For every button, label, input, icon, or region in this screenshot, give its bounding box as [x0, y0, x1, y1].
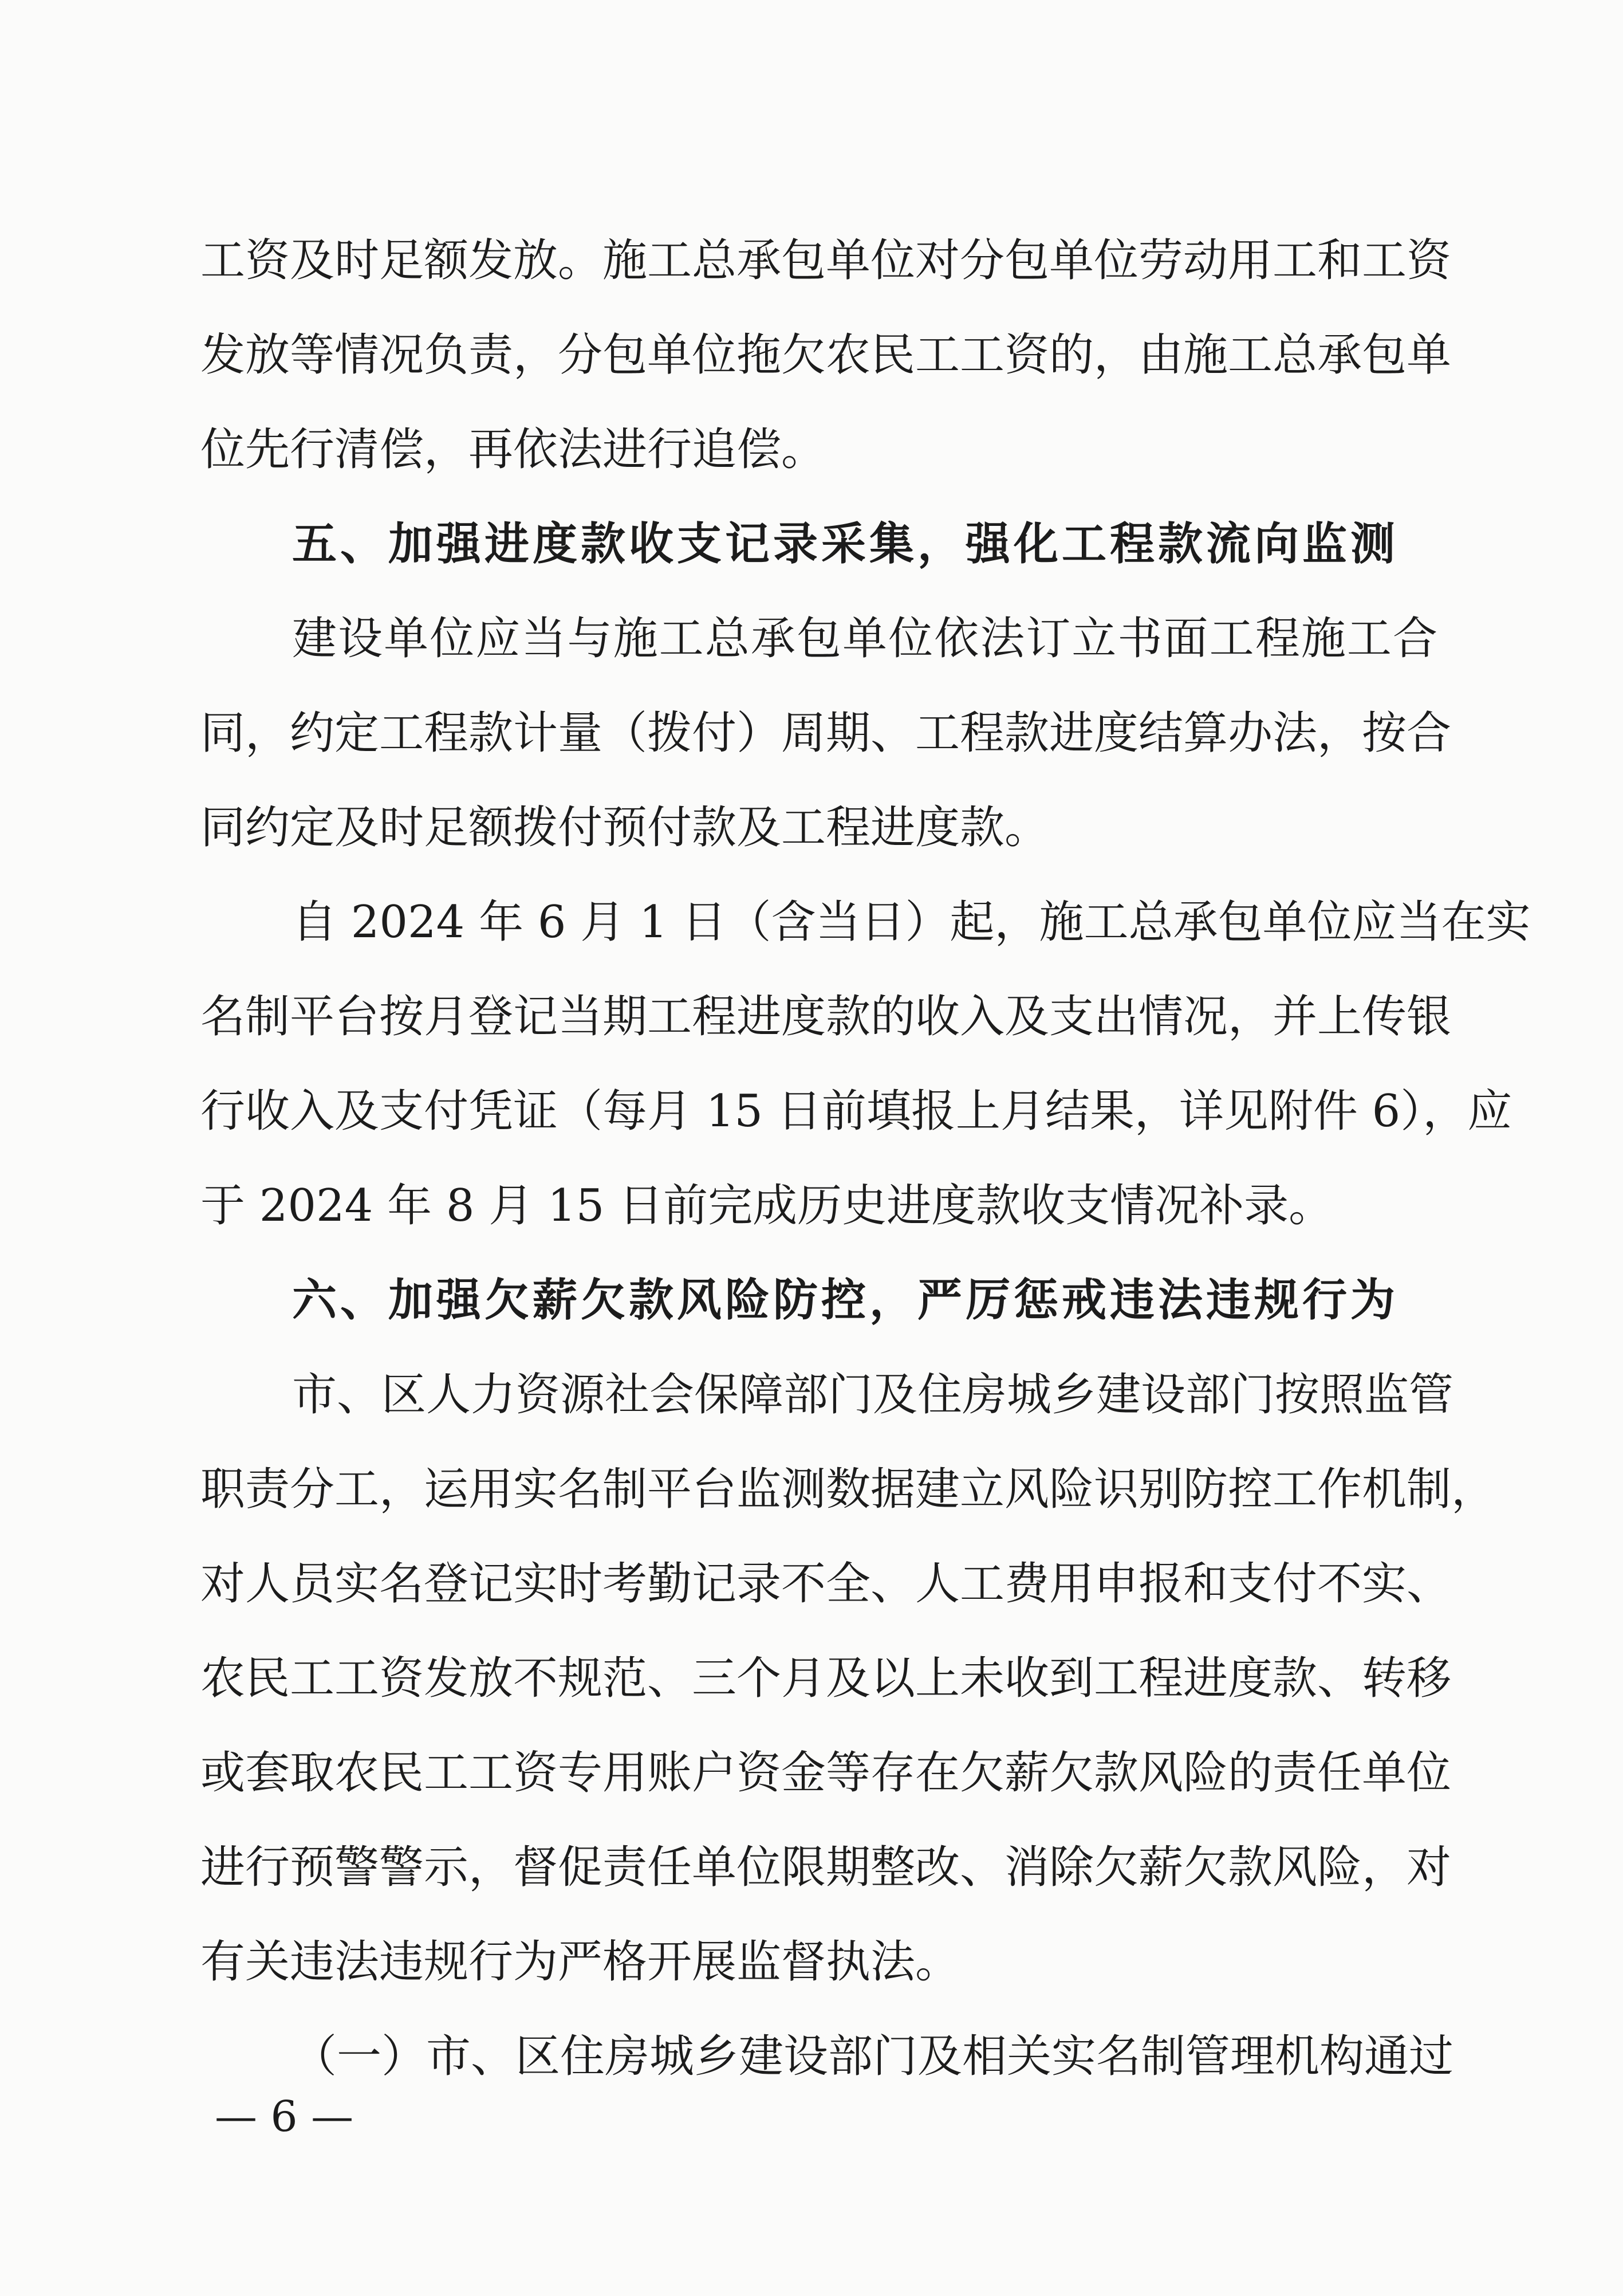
text-line-9: 名制平台按月登记当期工程进度款的收入及支出情况，并上传银	[200, 991, 1452, 1043]
text-line-8: 自 2024 年 6 月 1 日（含当日）起，施工总承包单位应当在实	[292, 897, 1531, 948]
text-line-11: 于 2024 年 8 月 15 日前完成历史进度款收支情况补录。	[200, 1180, 1334, 1232]
text-line-15: 对人员实名登记实时考勤记录不全、人工费用申报和支付不实、	[200, 1558, 1452, 1610]
text-line-6: 同，约定工程款计量（拨付）周期、工程款进度结算办法，按合	[200, 707, 1452, 759]
text-line-20: （一）市、区住房城乡建设部门及相关实名制管理机构通过	[292, 2031, 1454, 2082]
text-line-17: 或套取农民工工资专用账户资金等存在欠薪欠款风险的责任单位	[200, 1747, 1452, 1799]
text-line-5: 建设单位应当与施工总承包单位依法订立书面工程施工合	[292, 613, 1437, 665]
text-line-10: 行收入及支付凭证（每月 15 日前填报上月结果，详见附件 6），应	[200, 1086, 1512, 1137]
section-heading-5: 五、加强进度款收支记录采集，强化工程款流向监测	[292, 518, 1399, 570]
section-heading-6: 六、加强欠薪欠款风险防控，严厉惩戒违法违规行为	[292, 1275, 1399, 1326]
text-line-2: 发放等情况负责，分包单位拖欠农民工工资的，由施工总承包单	[200, 329, 1452, 381]
text-line-1: 工资及时足额发放。施工总承包单位对分包单位劳动用工和工资	[200, 235, 1452, 286]
text-line-16: 农民工工资发放不规范、三个月及以上未收到工程进度款、转移	[200, 1653, 1452, 1704]
text-line-13: 市、区人力资源社会保障部门及住房城乡建设部门按照监管	[292, 1369, 1454, 1421]
text-line-19: 有关违法违规行为严格开展监督执法。	[200, 1936, 960, 1988]
text-line-7: 同约定及时足额拨付预付款及工程进度款。	[200, 802, 1050, 854]
text-line-18: 进行预警警示，督促责任单位限期整改、消除欠薪欠款风险，对	[200, 1842, 1452, 1893]
page-number: — 6 —	[215, 2092, 354, 2141]
text-line-3: 位先行清偿，再依法进行追偿。	[200, 424, 826, 475]
text-line-14: 职责分工，运用实名制平台监测数据建立风险识别防控工作机制，	[200, 1464, 1496, 1515]
